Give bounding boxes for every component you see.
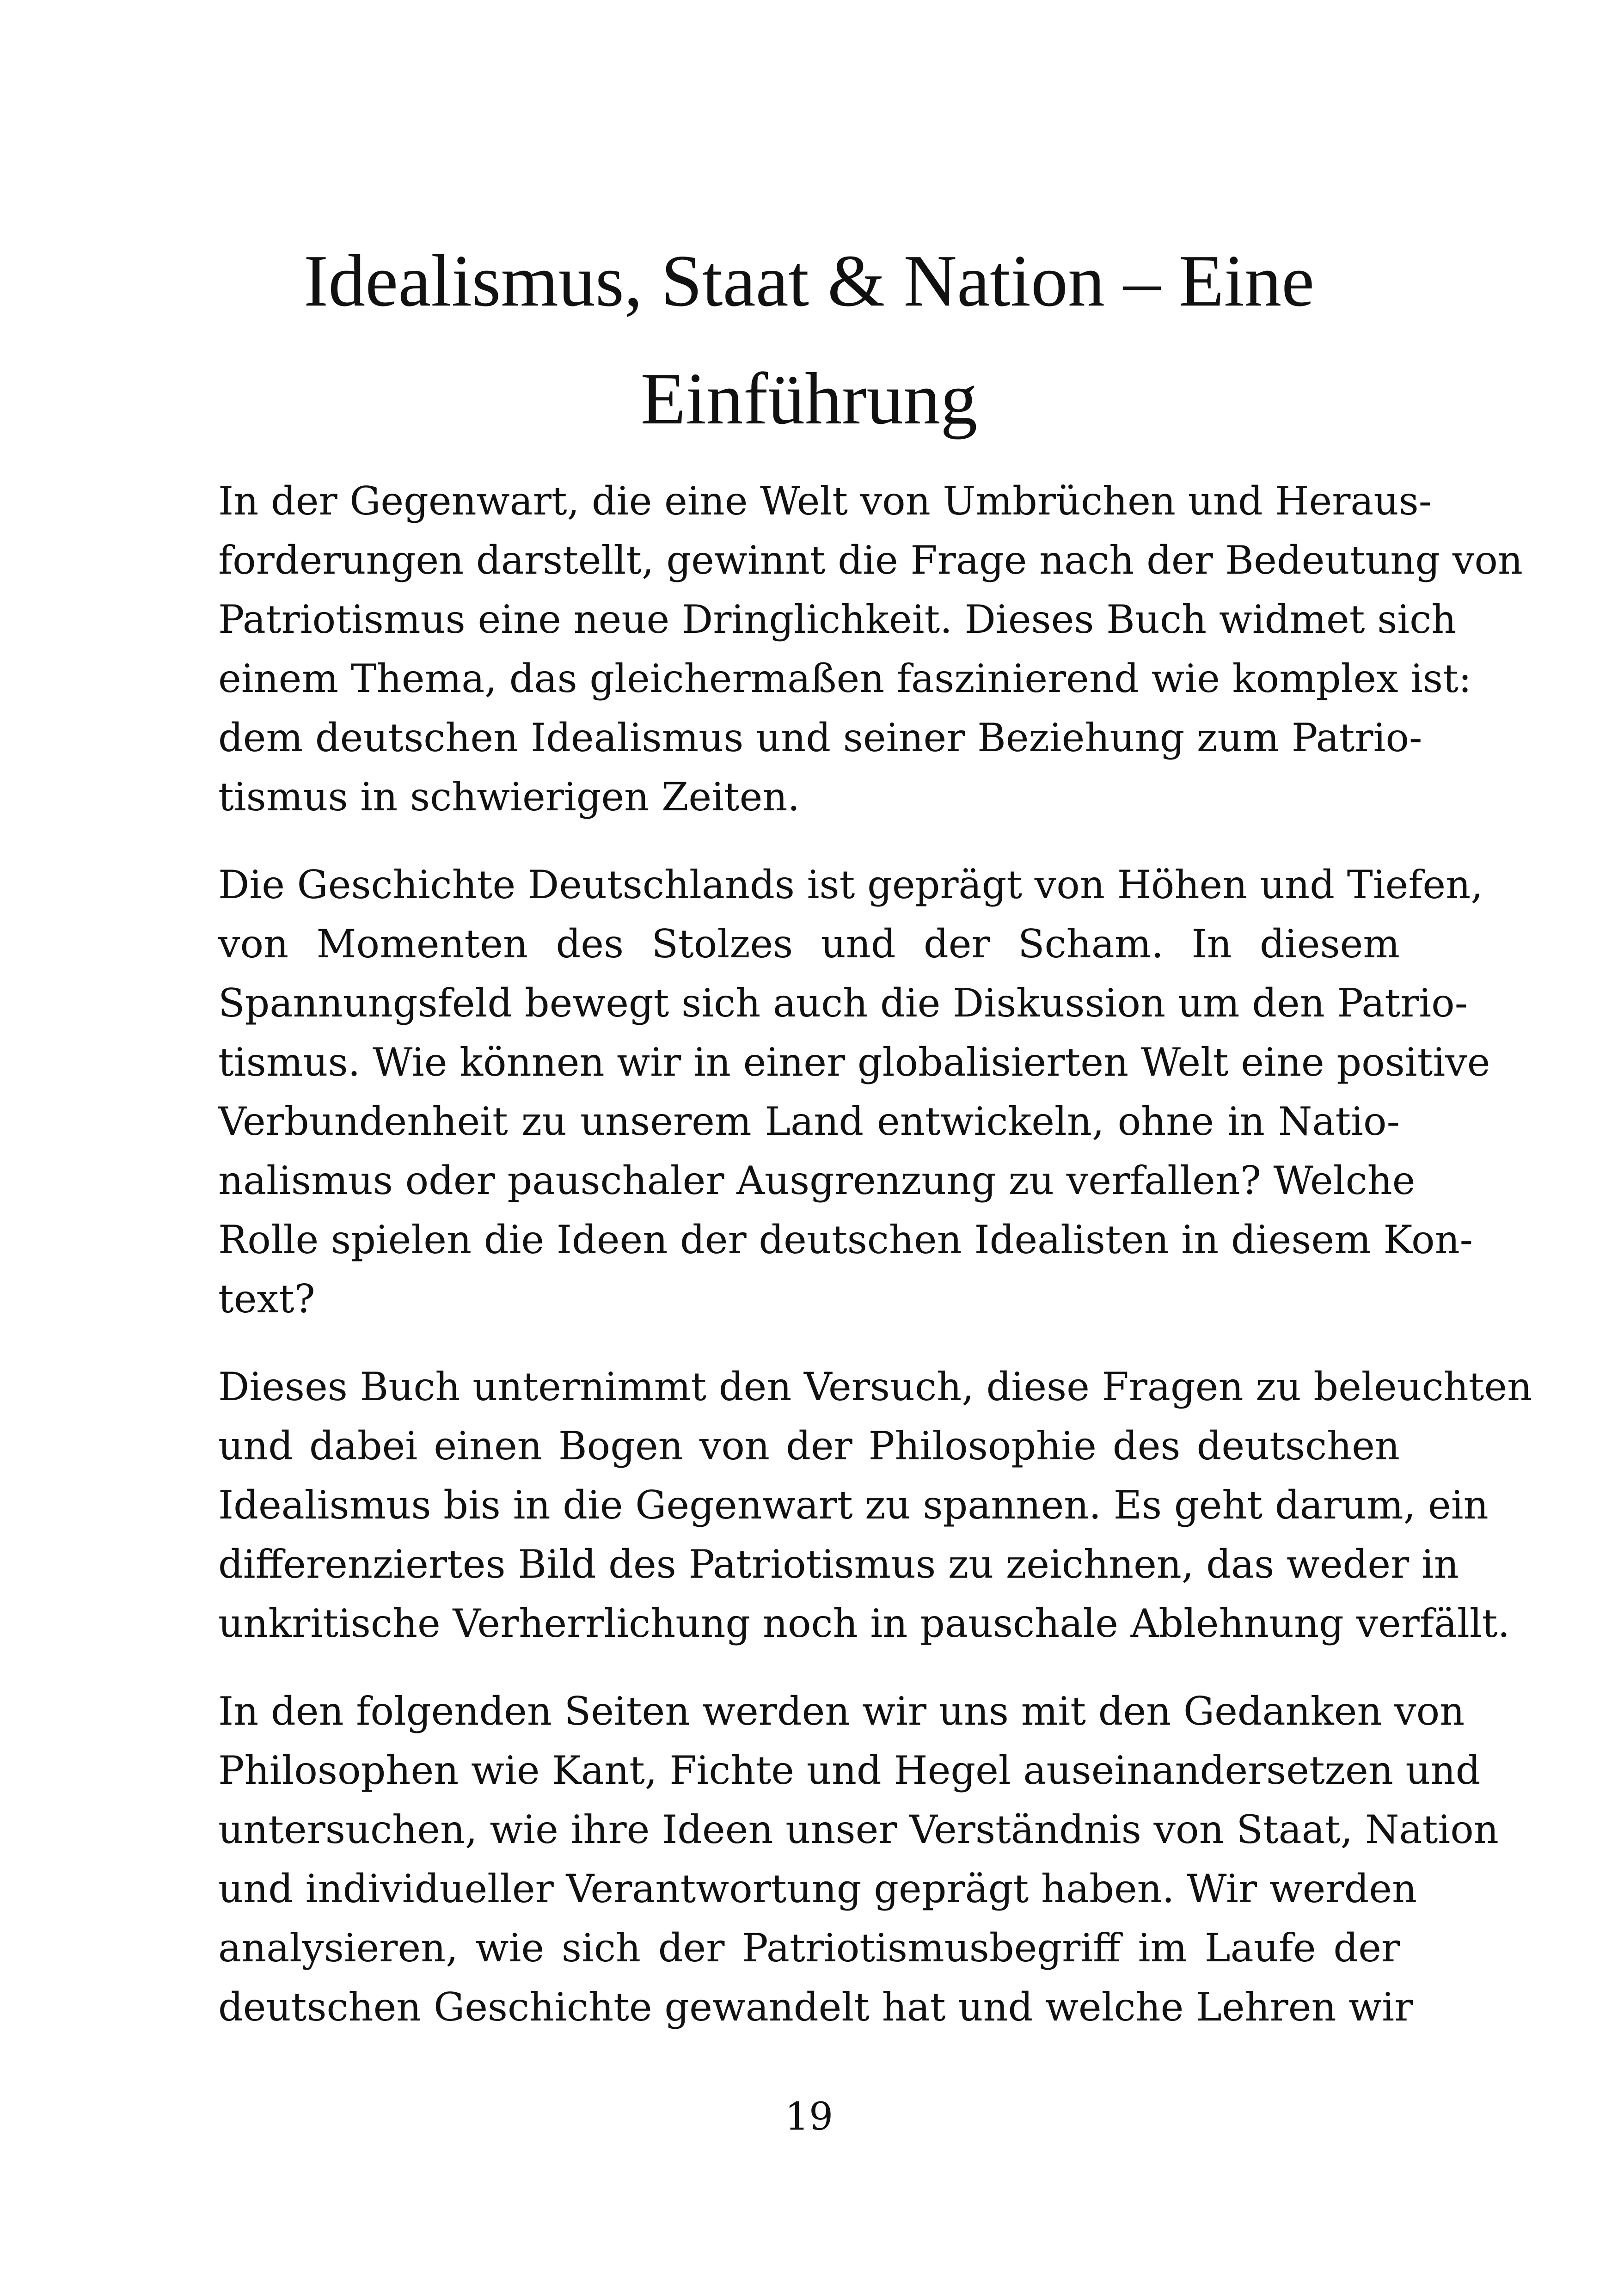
text-line: untersuchen, wie ihre Ideen unser Verständnis von Staat, Nation <box>218 1807 1499 1852</box>
text-line: Dieses Buch unternimmt den Versuch, diese Fragen zu beleuchten <box>218 1364 1532 1409</box>
body-text <box>218 471 1532 2065</box>
text-line: deutschen Geschichte gewandelt hat und welche Lehren wir <box>218 1984 1413 2030</box>
text-line: In der Gegenwart, die eine Welt von Umbrüchen und Heraus- <box>218 478 1432 524</box>
text-line: nalismus oder pauschaler Ausgrenzung zu verfallen? Welche <box>218 1158 1416 1203</box>
paragraph-4 <box>218 1682 1499 2037</box>
text-line: forderungen darstellt, gewinnt die Frage nach der Bedeutung von <box>218 538 1523 583</box>
text-line: text? <box>218 1276 315 1322</box>
text-line: In den folgenden Seiten werden wir uns mit den Gedanken von <box>218 1689 1465 1734</box>
text-line: und individueller Verantwortung geprägt haben. Wir werden <box>218 1866 1417 1911</box>
text-line: Spannungsfeld bewegt sich auch die Diskussion um den Patrio- <box>218 980 1468 1026</box>
text-line: dem deutschen Idealismus und seiner Beziehung zum Patrio- <box>218 715 1422 760</box>
chapter-title <box>218 222 1400 458</box>
text-line: und dabei einen Bogen von der Philosophie des deutschen <box>218 1423 1400 1469</box>
text-line: unkritische Verherrlichung noch in pauschale Ablehnung verfällt. <box>218 1601 1510 1646</box>
text-line: Rolle spielen die Ideen der deutschen Idealisten in diesem Kon- <box>218 1217 1473 1262</box>
text-line: Philosophen wie Kant, Fichte und Hegel auseinandersetzen und <box>218 1748 1481 1793</box>
paragraph-1 <box>218 471 1523 827</box>
text-line: Patriotismus eine neue Dringlichkeit. Dieses Buch widmet sich <box>218 597 1457 642</box>
page-number: 19 <box>784 2095 834 2139</box>
text-line: differenziertes Bild des Patriotismus zu zeichnen, das weder in <box>218 1542 1459 1587</box>
chapter-title-line-1: Idealismus, Staat & Nation – Eine <box>303 239 1315 322</box>
text-line: tismus. Wie können wir in einer globalisierten Welt eine positive <box>218 1040 1490 1085</box>
text-line: Verbundenheit zu unserem Land entwickeln, ohne in Natio- <box>218 1099 1400 1144</box>
text-line: tismus in schwierigen Zeiten. <box>218 774 800 820</box>
text-line: Die Geschichte Deutschlands ist geprägt von Höhen und Tiefen, <box>218 862 1483 907</box>
text-line: Idealismus bis in die Gegenwart zu spannen. Es geht darum, ein <box>218 1482 1489 1528</box>
paragraph-2 <box>218 855 1490 1329</box>
paragraph-3 <box>218 1357 1532 1653</box>
chapter-title-line-2: Einführung <box>640 357 978 440</box>
text-line: einem Thema, das gleichermaßen faszinierend wie komplex ist: <box>218 656 1472 701</box>
text-line: von Momenten des Stolzes und der Scham. In diesem <box>218 921 1400 967</box>
text-line: analysieren, wie sich der Patriotismusbegriff im Laufe der <box>218 1925 1400 1971</box>
